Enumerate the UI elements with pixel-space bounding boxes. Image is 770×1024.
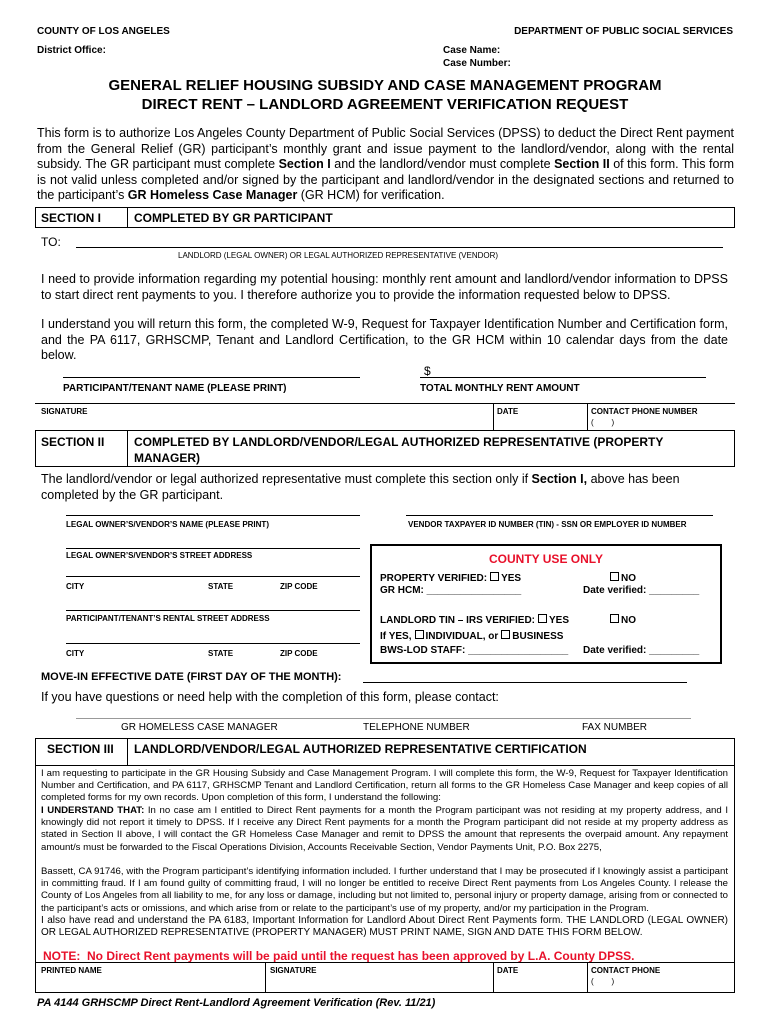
signature3-label: SIGNATURE (270, 966, 317, 975)
section3-text-c: Bassett, CA 91746, with the Program participant’s identifying information included. I further understand that I may be prosecuted if I knowingly assist a participant in committing fraud. If I am found guilty of committing fraud, I will no longer be entitled to receive Direct Rent payments from Los Angeles County. I release the County of Los Angeles from all liability to me, for any loss or damage, including but not limited to, personal injury or property damage, arising from or connected to the participant’s acts or omissions, and which arise from or relate to the participant’s use of my property, and/or my participation in the Program. (41, 866, 728, 914)
to-field[interactable] (76, 247, 723, 248)
signature-label: SIGNATURE (41, 407, 88, 416)
contact-phone-field[interactable]: ( ) (591, 418, 615, 427)
tin-verified-no-checkbox[interactable] (610, 614, 619, 623)
to-label: TO: (41, 235, 61, 249)
contact-info-field[interactable] (76, 718, 691, 719)
individual-checkbox[interactable] (415, 630, 424, 639)
section2-note: The landlord/vendor or legal authorized representative must complete this section only if Section I, above has been completed by the GR participant. (41, 472, 680, 502)
property-verified-no: NO (607, 572, 636, 584)
section2-title-line2: MANAGER) (134, 451, 200, 465)
case-number-label: Case Number: (443, 58, 511, 69)
if-yes-row: If YES, INDIVIDUAL, or BUSINESS (380, 631, 564, 642)
city2-label: CITY (66, 649, 85, 658)
contact-phone-label: CONTACT PHONE NUMBER (591, 407, 698, 416)
printed-name-label: PRINTED NAME (41, 966, 102, 975)
form-title-line1: GENERAL RELIEF HOUSING SUBSIDY AND CASE MANAGEMENT PROGRAM (108, 77, 662, 94)
move-in-label: MOVE-IN EFFECTIVE DATE (FIRST DAY OF THE MONTH): (41, 671, 342, 683)
rent-amount-label: TOTAL MONTHLY RENT AMOUNT (420, 383, 580, 394)
tin-verified-no: NO (607, 614, 636, 626)
section1-para1: I need to provide information regarding my potential housing: monthly rent amount and landlord/vendor information to DPSS to start direct rent payments to you. I therefore authorize you to provide the information requested below to DPSS. (41, 272, 728, 302)
section3-text-b: I UNDERSTAND THAT: In no case am I entitled to Direct Rent payments for a month the Program participant was not residing at my property address, and I knowingly did not report it timely to DPSS. If I receive any Direct Rent payments for a month the Program participant did not reside at my property address as stated in Section II above, I will contact the GR Homeless Case Manager and remit to DPSS the amount that represents the overpaid amount. Any repayment amount/s must be forwarded to the Fiscal Operations Division, Accounts Receivable Section, Vendor Payments Unit, P.O. Box 2275, (41, 805, 728, 853)
dollar-sign: $ (424, 364, 431, 378)
telephone-label: TELEPHONE NUMBER (363, 722, 470, 733)
owner-street-label: LEGAL OWNER’S/VENDOR’S STREET ADDRESS (66, 551, 253, 560)
tenant-name-field[interactable] (63, 377, 360, 378)
section3-note: NOTE: No Direct Rent payments will be paid until the request has been approved by L.A. County DPSS. (43, 949, 635, 963)
section2-label: SECTION II (41, 435, 105, 449)
fax-label: FAX NUMBER (582, 722, 648, 733)
questions-text: If you have questions or need help with the completion of this form, please contact: (41, 690, 499, 704)
form-title-line2: DIRECT RENT – LANDLORD AGREEMENT VERIFICATION REQUEST (141, 96, 629, 113)
property-verified-yes-checkbox[interactable] (490, 572, 499, 581)
property-verified-no-checkbox[interactable] (610, 572, 619, 581)
county-use-title: COUNTY USE ONLY (488, 552, 604, 566)
rental-street-label: PARTICIPANT/TENANT’S RENTAL STREET ADDRESS (66, 614, 270, 623)
gr-hcm-field[interactable]: GR HCM: _________________ (380, 585, 522, 596)
district-office-label: District Office: (37, 45, 106, 56)
hcm-label: GR HOMELESS CASE MANAGER (121, 722, 278, 733)
section3-text-d: I also have read and understand the PA 6183, Important Information for Landlord About Direct Rent Payments form. THE LANDLORD (LEGAL OWNER) OR LEGAL AUTHORIZED REPRESENTATIVE (PROPERTY MANAGER) MUST PRINT NAME, SIGN AND DATE THIS FORM BELOW. (41, 915, 728, 939)
tin-verified-yes-checkbox[interactable] (538, 614, 547, 623)
date-label: DATE (497, 407, 519, 416)
owner-name-label: LEGAL OWNER’S/VENDOR’S NAME (PLEASE PRINT) (66, 520, 269, 529)
rent-amount-field[interactable] (420, 377, 706, 378)
section3-text-a: I am requesting to participate in the GR Housing Subsidy and Case Management Program. I will complete this form, the W-9, Request for Taxpayer Identification Number and Certification, and PA 6117, GRHSCMP Tenant and Landlord Certification, return all forms to the GR Homeless Case Manager and keep copies of all completed forms for my own records. Upon completion of this form, I understand the following: (41, 768, 728, 804)
section2-title-line1: COMPLETED BY LANDLORD/VENDOR/LEGAL AUTHORIZED REPRESENTATIVE (PROPERTY (134, 435, 664, 449)
section1-para2: I understand you will return this form, the completed W-9, Request for Taxpayer Identification Number and Certification form, and the PA 6117, GRHSCMP, Tenant and Landlord Certification, to the GR HCM within 10 calendar days from the date below. (41, 317, 728, 362)
section3-label: SECTION III (47, 742, 114, 756)
date-verified-field[interactable]: Date verified: _________ (583, 585, 700, 596)
tenant-name-label: PARTICIPANT/TENANT NAME (PLEASE PRINT) (63, 383, 287, 394)
department-name: DEPARTMENT OF PUBLIC SOCIAL SERVICES (514, 26, 733, 37)
city-label: CITY (66, 582, 85, 591)
section1-label: SECTION I (41, 211, 102, 225)
zip2-label: ZIP CODE (280, 649, 318, 658)
zip-label: ZIP CODE (280, 582, 318, 591)
rental-street-field[interactable] (66, 610, 360, 611)
rental-city-state-zip-field[interactable] (66, 643, 360, 644)
business-checkbox[interactable] (501, 630, 510, 639)
owner-city-state-zip-field[interactable] (66, 576, 360, 577)
county-name: COUNTY OF LOS ANGELES (37, 26, 170, 37)
vendor-tin-field[interactable] (406, 515, 713, 516)
contact-phone3-label: CONTACT PHONE (591, 966, 661, 975)
tin-verified-row: LANDLORD TIN – IRS VERIFIED: YES (380, 615, 570, 626)
property-verified-row: PROPERTY VERIFIED: YES (380, 573, 522, 584)
move-in-field[interactable] (363, 682, 687, 683)
date-verified2-field[interactable]: Date verified: _________ (583, 645, 700, 656)
bws-staff-field[interactable]: BWS-LOD STAFF: __________________ (380, 645, 569, 656)
form-footer: PA 4144 GRHSCMP Direct Rent-Landlord Agreement Verification (Rev. 11/21) (37, 997, 436, 1009)
date3-label: DATE (497, 966, 519, 975)
section3-title: LANDLORD/VENDOR/LEGAL AUTHORIZED REPRESENTATIVE CERTIFICATION (134, 742, 587, 756)
owner-street-field[interactable] (66, 548, 360, 549)
state2-label: STATE (208, 649, 234, 658)
owner-name-field[interactable] (66, 515, 360, 516)
to-caption: LANDLORD (LEGAL OWNER) OR LEGAL AUTHORIZED REPRESENTATIVE (VENDOR) (178, 251, 499, 260)
vendor-tin-label: VENDOR TAXPAYER ID NUMBER (TIN) - SSN OR EMPLOYER ID NUMBER (408, 520, 687, 529)
contact-phone3-field[interactable]: ( ) (591, 977, 615, 986)
section1-title: COMPLETED BY GR PARTICIPANT (134, 211, 333, 225)
state-label: STATE (208, 582, 234, 591)
intro-paragraph: This form is to authorize Los Angeles County Department of Public Social Services (DPSS) to deduct the Direct Rent payment from the General Relief (GR) participant’s monthly grant and issue payment to the landlord/vendor, along with the rental subsidy. The GR participant must complete Section I and the landlord/vendor must complete Section II of this form. This form is not valid unless completed and/or signed by the participant and landlord/vendor in the designated sections and returned to the participant’s GR Homeless Case Manager (GR HCM) for verification. (37, 126, 735, 202)
case-name-label: Case Name: (443, 45, 501, 56)
